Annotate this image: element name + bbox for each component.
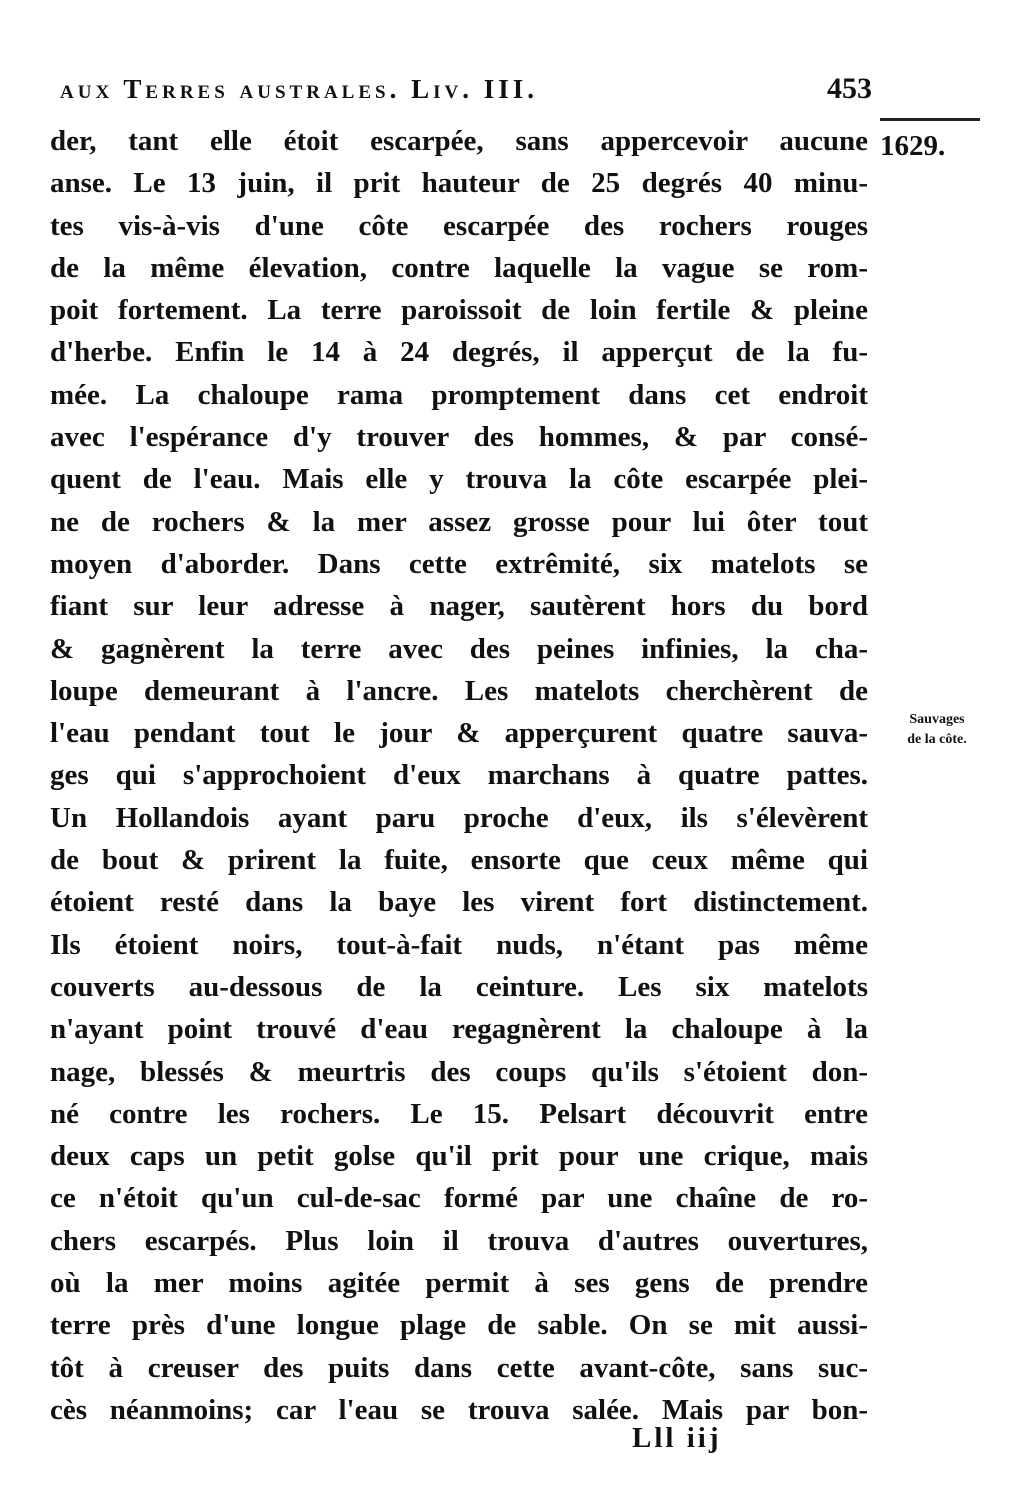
text-line: de la même élevation, contre laquelle la vague se rom- <box>50 251 868 284</box>
text-line: der, tant elle étoit escarpée, sans appercevoir aucune <box>50 125 868 157</box>
text-line: cès néanmoins; car l'eau se trouva salée. Mais par bon- <box>50 1393 868 1426</box>
text-line: tôt à creuser des puits dans cette avant-côte, sans suc- <box>50 1351 868 1384</box>
text-line: n'ayant point trouvé d'eau regagnèrent la chaloupe à la <box>50 1013 868 1046</box>
text-line: anse. Le 13 juin, il prit hauteur de 25 degrés 40 minu- <box>50 167 868 200</box>
signature-mark: Lll iij <box>632 1422 722 1454</box>
text-line: où la mer moins agitée permit à ses gens de prendre <box>50 1267 868 1300</box>
text-line: étoient resté dans la baye les virent fort distinctement. <box>50 886 868 919</box>
text-line: & gagnèrent la terre avec des peines infinies, la cha- <box>50 632 868 665</box>
margin-note-line: Sauvages <box>909 712 965 727</box>
text-line: terre près d'une longue plage de sable. On se mit aussi- <box>50 1309 868 1342</box>
text-line: deux caps un petit golse qu'il prit pour une crique, mais <box>50 1140 868 1173</box>
text-line: fiant sur leur adresse à nager, sautèrent hors du bord <box>50 590 868 623</box>
margin-note-line: de la côte. <box>907 732 967 747</box>
text-line: ne de rochers & la mer assez grosse pour lui ôter tout <box>50 505 868 538</box>
margin-rule <box>880 118 980 121</box>
text-line: ce n'étoit qu'un cul-de-sac formé par une chaîne de ro- <box>50 1182 868 1215</box>
text-line: mée. La chaloupe rama promptement dans cet endroit <box>50 378 868 411</box>
text-line: de bout & prirent la fuite, ensorte que ceux même qui <box>50 844 868 877</box>
margin-year: 1629. <box>880 130 946 162</box>
page-number: 453 <box>827 72 872 105</box>
margin-note <box>877 710 997 750</box>
text-line: couverts au-dessous de la ceinture. Les six matelots <box>50 970 868 1003</box>
text-line: loupe demeurant à l'ancre. Les matelots cherchèrent de <box>50 674 868 707</box>
text-line: d'herbe. Enfin le 14 à 24 degrés, il apperçut de la fu- <box>50 336 868 369</box>
text-line: tes vis-à-vis d'une côte escarpée des rochers rouges <box>50 209 868 242</box>
running-title: aux Terres australes. Liv. III. <box>60 74 538 104</box>
text-line: Ils étoient noirs, tout-à-fait nuds, n'étant pas même <box>50 928 868 961</box>
text-line: quent de l'eau. Mais elle y trouva la côte escarpée plei- <box>50 463 868 496</box>
text-line: l'eau pendant tout le jour & apperçurent quatre sauva- <box>50 717 868 750</box>
text-line: né contre les rochers. Le 15. Pelsart découvrit entre <box>50 1097 868 1130</box>
text-line: moyen d'aborder. Dans cette extrêmité, six matelots se <box>50 547 868 580</box>
running-header <box>60 72 872 112</box>
text-line: nage, blessés & meurtris des coups qu'ils s'étoient don- <box>50 1055 868 1088</box>
text-line: poit fortement. La terre paroissoit de loin fertile & pleine <box>50 294 868 327</box>
text-line: avec l'espérance d'y trouver des hommes, & par consé- <box>50 421 868 454</box>
body-text <box>50 120 868 1431</box>
text-line: Un Hollandois ayant paru proche d'eux, ils s'élevèrent <box>50 801 868 834</box>
text-line: chers escarpés. Plus loin il trouva d'autres ouvertures, <box>50 1224 868 1257</box>
text-line: ges qui s'approchoient d'eux marchans à quatre pattes. <box>50 759 868 792</box>
